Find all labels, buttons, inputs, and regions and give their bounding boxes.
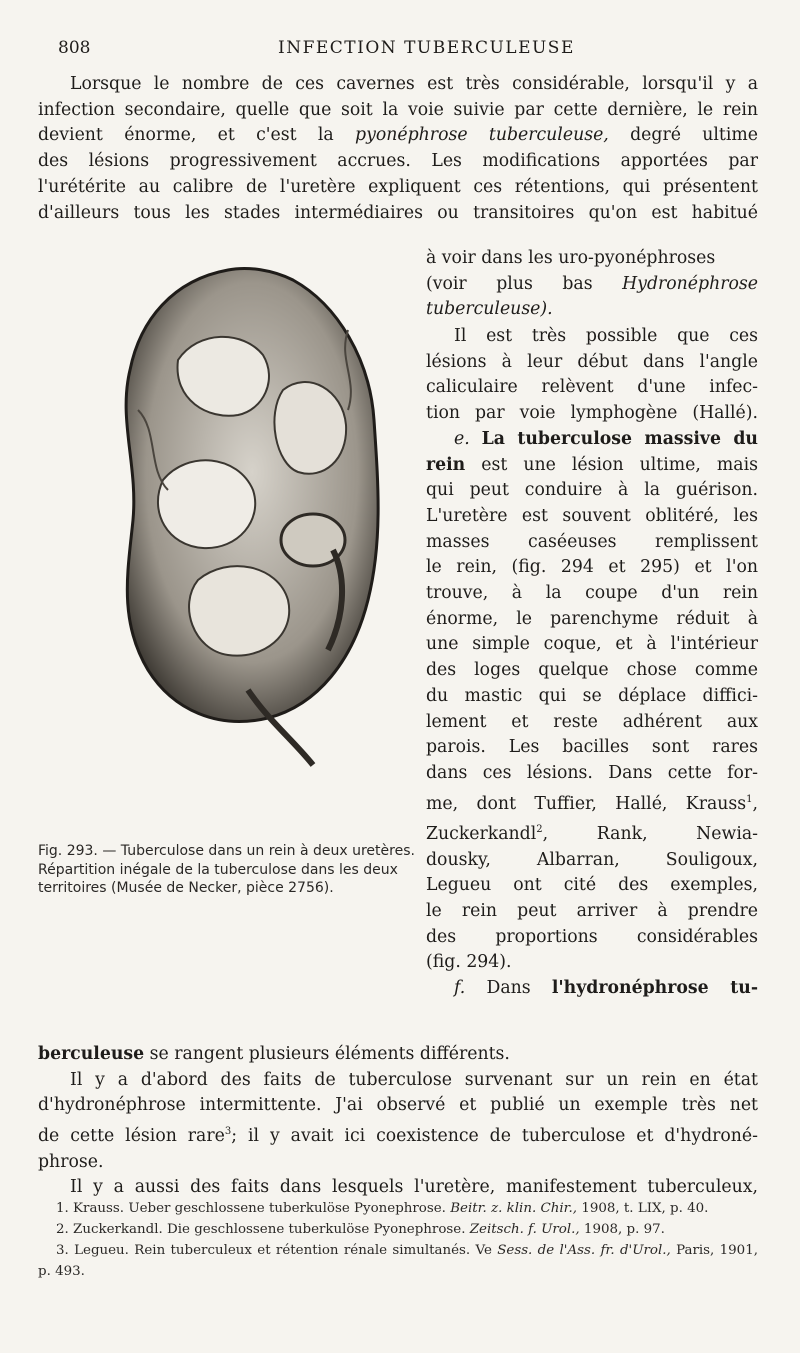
text-line: des lésions progressivement accrues. Les modifications apportées par (38, 151, 758, 172)
caseous-mass (189, 566, 289, 656)
text-line: lement et reste adhérent aux (426, 711, 758, 732)
text-line: (fig. 294). (426, 952, 512, 973)
text-line: devient énorme, et c'est la pyonéphrose tuberculeuse, degré ultime (38, 125, 758, 146)
text-line: Lorsque le nombre de ces cavernes est très considérable, lorsqu'il y a (70, 74, 758, 94)
text-line: parois. Les bacilles sont rares (426, 737, 758, 758)
text-line: tuberculeuse). (426, 299, 553, 320)
text-line: dans ces lésions. Dans cette for- (426, 762, 758, 783)
page-header (58, 38, 758, 64)
kidney-illustration (78, 250, 398, 770)
text-line: le rein peut arriver à prendre (426, 901, 758, 921)
caseous-mass (158, 460, 255, 548)
paragraph-pyonephrose (38, 72, 758, 226)
text-line: L'uretère est souvent oblitéré, les (426, 505, 758, 526)
text-line: Il est très possible que ces (454, 326, 758, 346)
text-line: dousky, Albarran, Souligoux, (426, 849, 758, 870)
footnote: 3. Legueu. Rein tuberculeux et rétention rénale simultanés. Ve Sess. de l'Ass. fr. d'Urol., Paris, 1901, p. 493. (38, 1243, 758, 1279)
text-line: lésions à leur début dans l'angle (426, 351, 758, 372)
text-line: une simple coque, et à l'intérieur (426, 634, 758, 655)
text-line: tion par voie lymphogène (Hallé). (426, 403, 758, 424)
text-line: des loges quelque chose comme (426, 660, 758, 681)
text-line: trouve, à la coupe d'un rein (426, 583, 758, 604)
running-head: INFECTION TUBERCULEUSE (278, 38, 575, 58)
text-line: me, dont Tuffier, Hallé, Krauss$^1$, (426, 793, 758, 814)
text-line: Il y a d'abord des faits de tuberculose survenant sur un rein en état (70, 1069, 758, 1090)
section-f-heading: f. Dans l'hydronéphrose tu- (454, 978, 758, 999)
text-line: caliculaire relèvent d'une infec- (426, 377, 758, 398)
text-line: de cette lésion rare$^3$; il y avait ici coexistence de tuberculose et d'hydroné- (38, 1125, 759, 1146)
paragraph-lymphogene (426, 324, 758, 1002)
footnotes (38, 1198, 758, 1282)
text-line: énorme, le parenchyme réduit à (426, 608, 758, 629)
text-line: le rein, (fig. 294 et 295) et l'on (426, 557, 758, 578)
paragraph-hydronephrose (38, 1042, 758, 1201)
text-line: berculeuse se rangent plusieurs éléments différents. (38, 1044, 510, 1064)
footnote: 1. Krauss. Ueber geschlossene tuberkulöse Pyonephrose. Beitr. z. klin. Chir., 1908, t. LIX, p. 40. (56, 1201, 709, 1216)
text-line: l'urétérite au calibre de l'uretère expliquent ces rétentions, qui présentent (38, 176, 758, 197)
text-line: masses caséeuses remplissent (426, 531, 758, 552)
text-line: Zuckerkandl$^2$, Rank, Newia- (426, 823, 758, 844)
section-e-heading: e. La tuberculose massive du (454, 428, 758, 449)
text-line: qui peut conduire à la guérison. (426, 480, 758, 501)
text-line: à voir dans les uro-pyonéphroses (426, 248, 716, 268)
page-number: 808 (58, 38, 91, 58)
text-line: infection secondaire, quelle que soit la voie suivie par cette dernière, le rein (38, 99, 758, 120)
text-line: phrose. (38, 1151, 104, 1172)
kidney-figure (78, 250, 398, 770)
figure-caption: Fig. 293. — Tuberculose dans un rein à deux uretères. Répartition inégale de la tuberculose dans les deux territoires (Musée de Necker, pièce 2756). (38, 843, 415, 896)
footnote: 2. Zuckerkandl. Die geschlossene tuberkulöse Pyonephrose. Zeitsch. f. Urol., 1908, p. 97. (56, 1222, 665, 1237)
text-line: Legueu ont cité des exemples, (426, 875, 758, 896)
text-line: du mastic qui se déplace diffici- (426, 685, 758, 706)
text-line: des proportions considérables (426, 926, 758, 947)
text-line: d'ailleurs tous les stades intermédiaires ou transitoires qu'on est habitué (38, 202, 758, 223)
paragraph-continuation (426, 248, 758, 323)
text-line: Il y a aussi des faits dans lesquels l'uretère, manifestement tuberculeux, (70, 1177, 758, 1198)
text-line: d'hydronéphrose intermittente. J'ai observé et publié un exemple très net (38, 1095, 758, 1116)
text-line: (voir plus bas Hydronéphrose (426, 273, 758, 294)
text-line: rein est une lésion ultime, mais (426, 454, 758, 475)
